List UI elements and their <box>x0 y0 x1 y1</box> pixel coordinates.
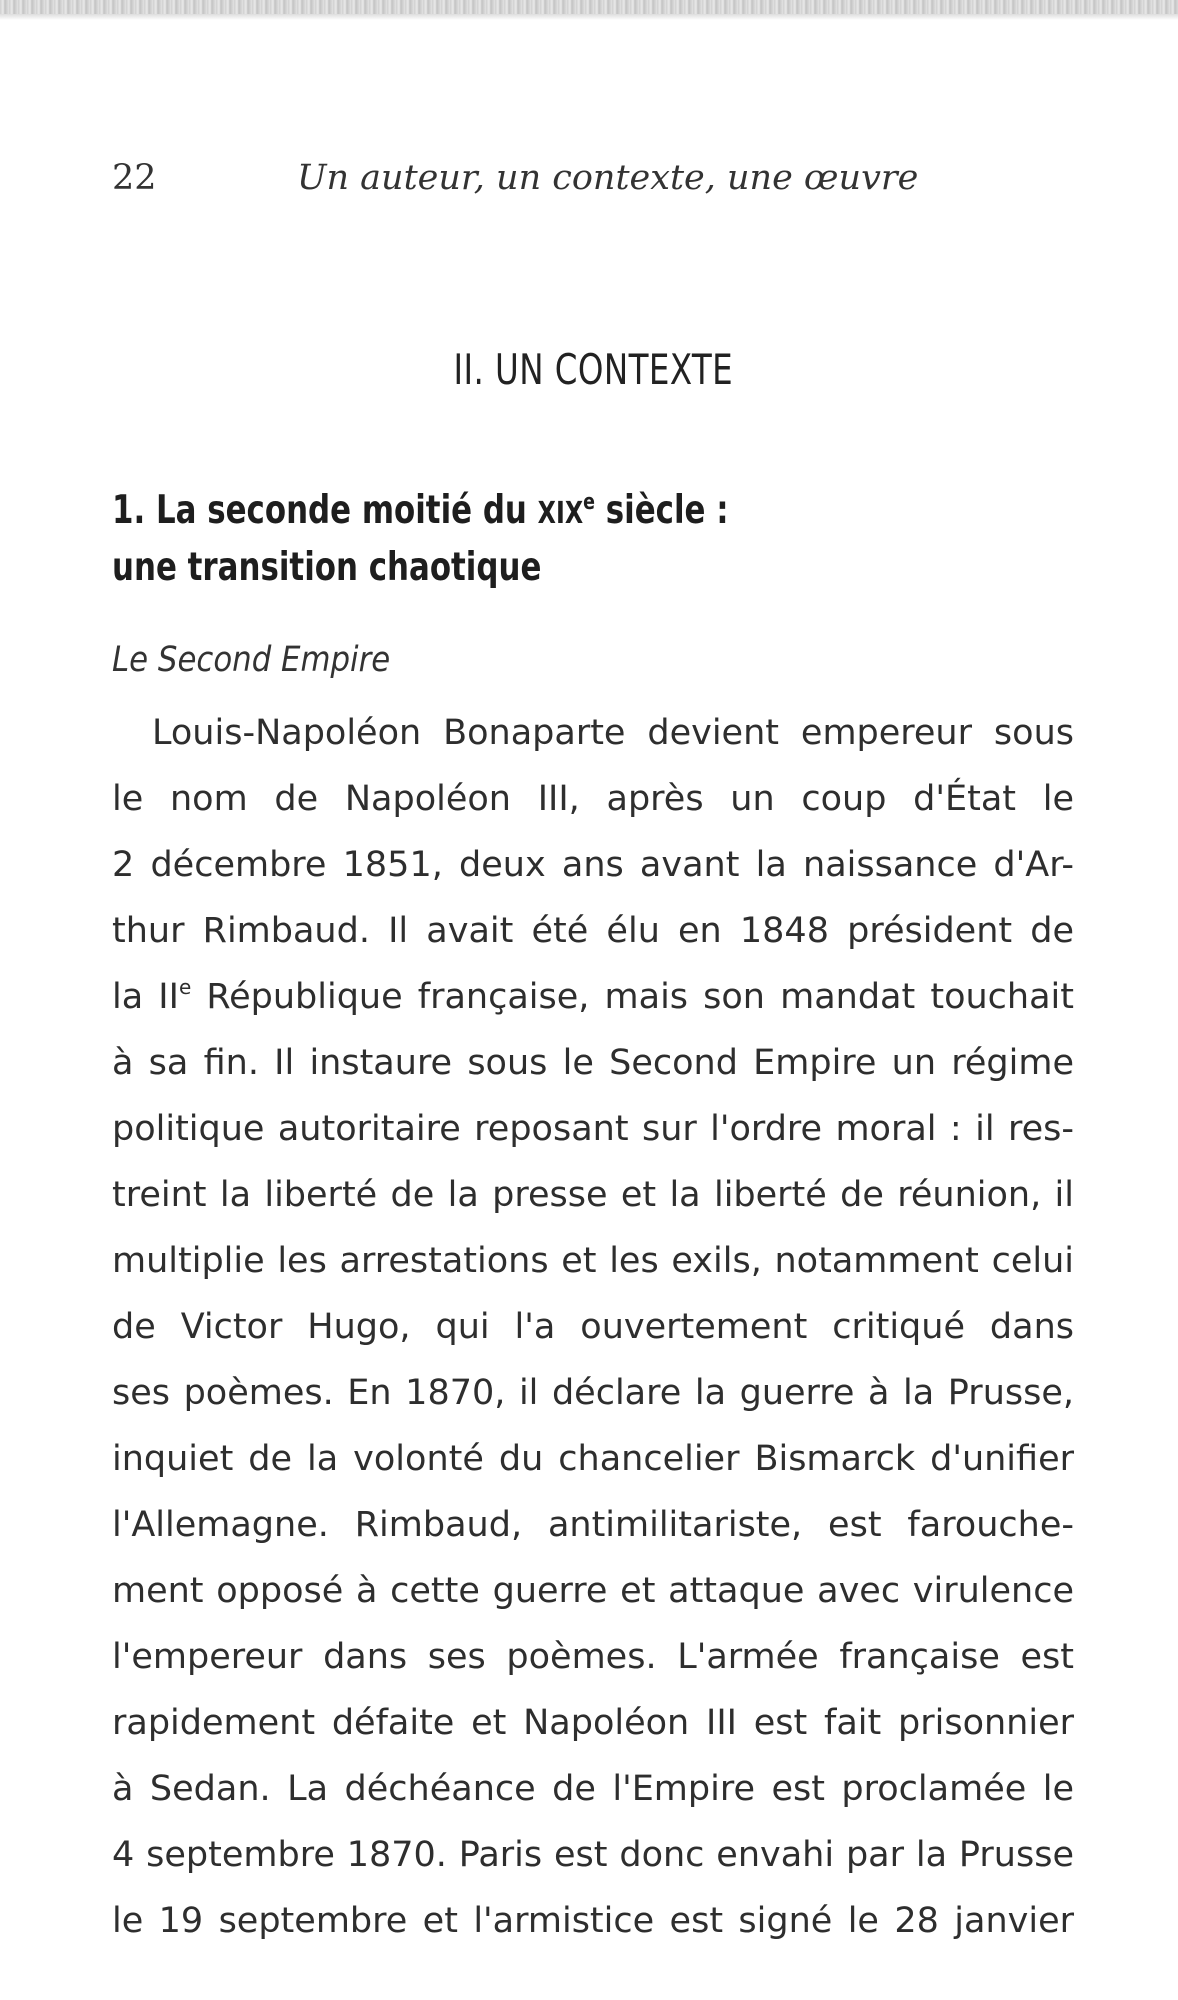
body-line: multiplie les arrestations et les exils, notamment celui <box>112 1241 1074 1281</box>
body-line: ses poèmes. En 1870, il déclare la guerre à la Prusse, <box>112 1373 1074 1413</box>
body-line-sup: e <box>178 975 192 999</box>
chapter-century-sup: e <box>583 490 595 515</box>
body-line-start: la II <box>112 977 179 1017</box>
body-line: à sa fin. Il instaure sous le Second Empire un régime <box>112 1043 1074 1083</box>
chapter-title-part-2: siècle : <box>605 488 729 533</box>
body-line: inquiet de la volonté du chancelier Bismarck d'unifier <box>112 1439 1074 1479</box>
scan-edge <box>0 0 1178 14</box>
chapter-heading-line-1 <box>112 484 992 541</box>
body-line: l'Allemagne. Rimbaud, antimilitariste, est farouche- <box>112 1505 1074 1545</box>
subheading: Le Second Empire <box>112 640 391 680</box>
body-line: à Sedan. La déchéance de l'Empire est proclamée le <box>112 1769 1074 1809</box>
chapter-century: XIX <box>537 496 584 531</box>
running-head <box>112 158 1112 218</box>
body-line-rest: République française, mais son mandat touchait <box>191 977 1074 1017</box>
body-line: de Victor Hugo, qui l'a ouvertement critiqué dans <box>112 1307 1074 1347</box>
running-title: Un auteur, un contexte, une œuvre <box>297 158 919 198</box>
chapter-number: 1. <box>112 488 146 533</box>
body-text <box>112 700 1074 1954</box>
chapter-title-part-1: La seconde moitié du <box>155 488 527 533</box>
body-line: l'empereur dans ses poèmes. L'armée française est <box>112 1637 1074 1677</box>
chapter-heading-line-2: une transition chaotique <box>112 545 542 590</box>
chapter-heading <box>112 484 992 595</box>
body-line: le 19 septembre et l'armistice est signé le 28 janvier <box>112 1901 1074 1941</box>
body-line: 2 décembre 1851, deux ans avant la naissance d'Ar- <box>112 845 1074 885</box>
body-line: Louis-Napoléon Bonaparte devient empereur sous <box>152 713 1074 753</box>
body-line: thur Rimbaud. Il avait été élu en 1848 président de <box>112 911 1074 951</box>
page-number: 22 <box>112 158 157 198</box>
section-heading: II. UN CONTEXTE <box>453 345 734 394</box>
body-line: le nom de Napoléon III, après un coup d'État le <box>112 779 1074 819</box>
body-line: 4 septembre 1870. Paris est donc envahi par la Prusse <box>112 1835 1074 1875</box>
body-line: rapidement défaite et Napoléon III est fait prisonnier <box>112 1703 1074 1743</box>
body-line: ment opposé à cette guerre et attaque avec virulence <box>112 1571 1074 1611</box>
body-line <box>112 964 1074 1030</box>
body-line: treint la liberté de la presse et la liberté de réunion, il <box>112 1175 1074 1215</box>
body-line: politique autoritaire reposant sur l'ordre moral : il res- <box>112 1109 1074 1149</box>
